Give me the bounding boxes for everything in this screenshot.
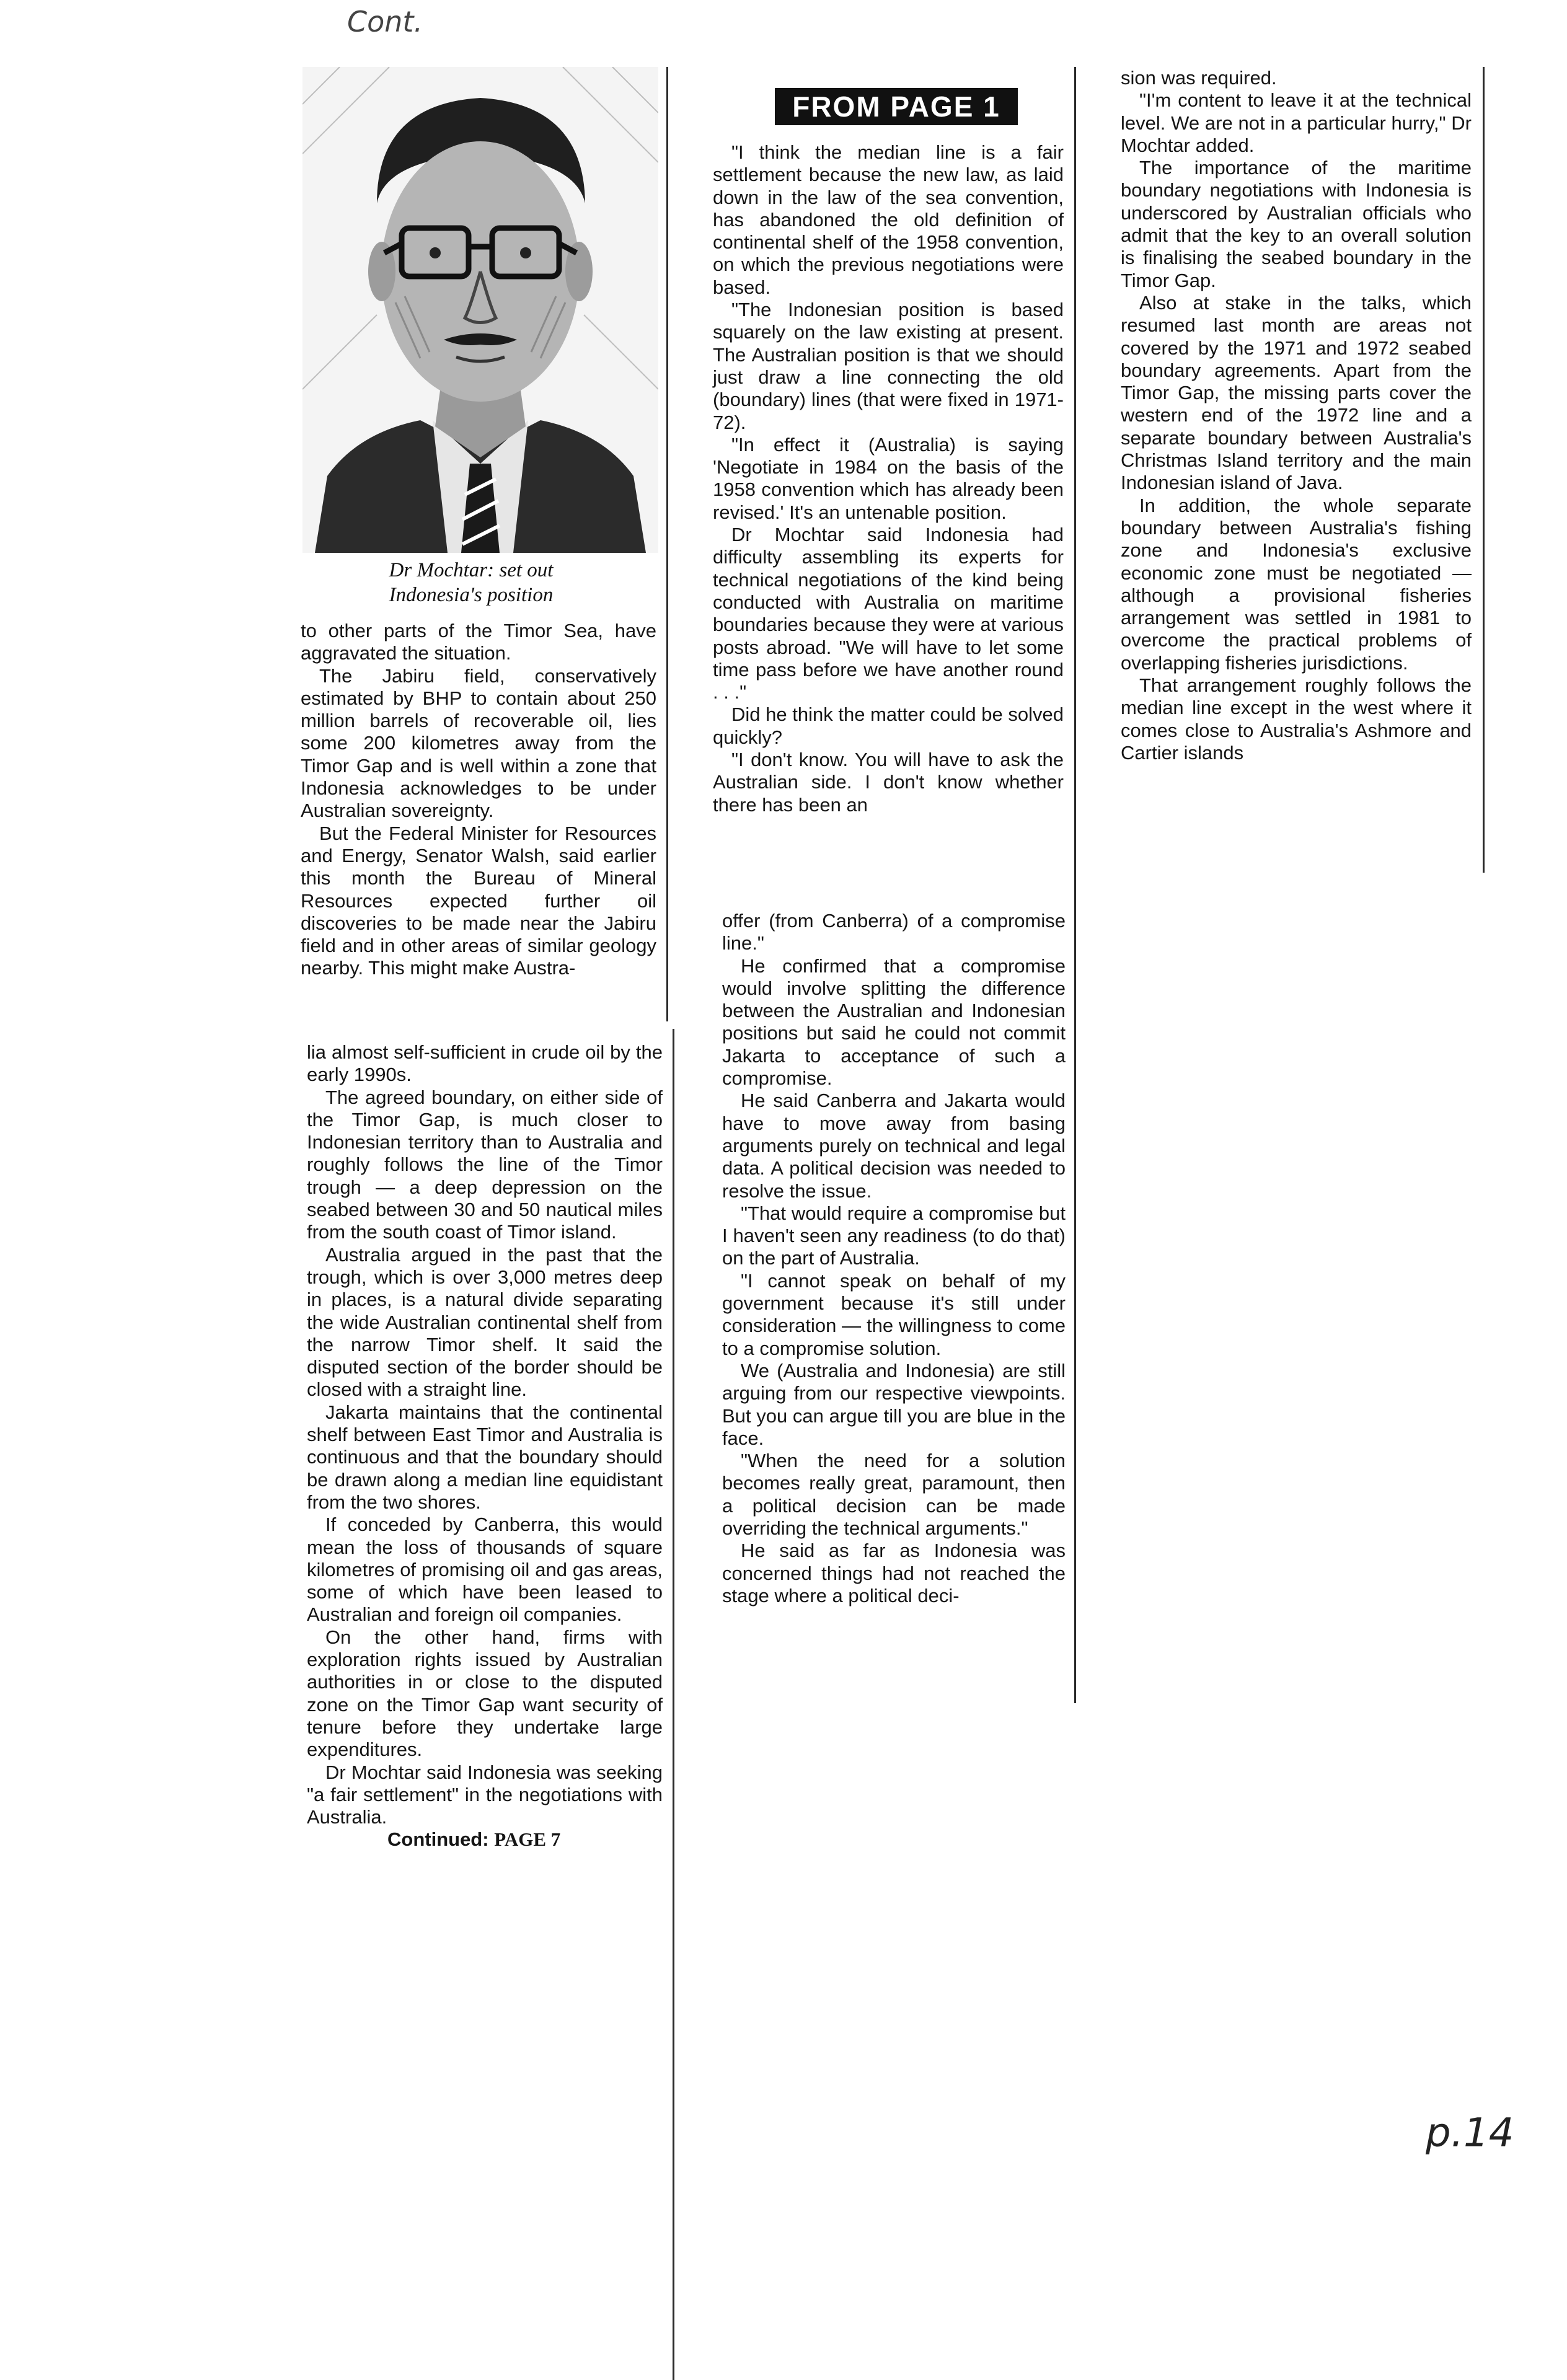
caption-line-2: Indonesia's position	[389, 584, 554, 606]
article-column-2-upper	[713, 141, 1064, 816]
column-rule-right	[1483, 67, 1485, 873]
paragraph: Also at stake in the talks, which resumed last month are areas not covered by the 1971 and 1972 seabed boundary agreements. Apart from the Timor Gap, the missing parts cover the western end of the 1972 line and a separate boundary between Australia's Christmas Island territory and the main Indonesian island of Java.	[1121, 291, 1472, 494]
paragraph: Dr Mochtar said Indonesia had difficulty assembling its experts for technical negotiations of the kind being conducted with Australia on maritime boundaries because they were at various posts abroad. "We will have to let some time pass before we have another round . . ."	[713, 524, 1064, 703]
paragraph: "I don't know. You will have to ask the Australian side. I don't know whether there has been an	[713, 749, 1064, 816]
caption-line-1: Dr Mochtar: set out	[389, 559, 554, 581]
paragraph: lia almost self-sufficient in crude oil by the early 1990s.	[307, 1041, 663, 1086]
paragraph: That arrangement roughly follows the median line except in the west where it comes close to Australia's Ashmore and Cartier islands	[1121, 674, 1472, 764]
paragraph: The Jabiru field, conservatively estimated by BHP to contain about 250 million barrels of recoverable oil, lies some 200 kilometres away from the Timor Gap and is well within a zone that Indonesia acknowledges to be under Australian sovereignty.	[301, 664, 656, 822]
paragraph: "That would require a compromise but I haven't seen any readiness (to do that) on the part of Australia.	[722, 1202, 1066, 1269]
article-column-1-lower	[307, 1041, 663, 1851]
column-rule-left	[666, 67, 668, 1021]
paragraph: "When the need for a solution becomes really great, paramount, then a political decision can be made overriding the technical arguments."	[722, 1450, 1066, 1540]
paragraph: He said as far as Indonesia was concerned things had not reached the stage where a political deci-	[722, 1540, 1066, 1606]
paragraph: offer (from Canberra) of a compromise line."	[722, 910, 1066, 954]
paragraph: The agreed boundary, on either side of the Timor Gap, is much closer to Indonesian territory than to Australia and roughly follows the line of the Timor trough — a deep depression on the seabed between 30 and 50 nautical miles from the south coast of Timor island.	[307, 1086, 663, 1243]
handwritten-page-number: p.14	[1426, 2110, 1514, 2156]
paragraph: The importance of the maritime boundary negotiations with Indonesia is underscored by Australian officials who admit that the key to an overall solution is finalising the seabed boundary in the Timor Gap.	[1121, 157, 1472, 291]
paragraph: "I think the median line is a fair settlement because the new law, as laid down in the law of the sea convention, has abandoned the old definition of continental shelf of the 1958 convention, on which the previous negotiations were based.	[713, 141, 1064, 298]
paragraph: "I'm content to leave it at the technical level. We are not in a particular hurry," Dr Mochtar added.	[1121, 89, 1472, 156]
paragraph: Did he think the matter could be solved quickly?	[713, 703, 1064, 748]
paragraph: On the other hand, firms with exploration rights issued by Australian authorities in or close to the disputed zone on the Timor Gap want security of tenure before they undertake large expenditures.	[307, 1626, 663, 1761]
photo-caption	[310, 558, 632, 607]
paragraph: Dr Mochtar said Indonesia was seeking "a fair settlement" in the negotiations with Australia.	[307, 1761, 663, 1828]
paragraph: He confirmed that a compromise would involve splitting the difference between the Australian and Indonesian positions but said he could not commit Jakarta to acceptance of such a compromise.	[722, 954, 1066, 1090]
paragraph: to other parts of the Timor Sea, have aggravated the situation.	[301, 620, 656, 664]
column-rule-left-lower	[673, 1029, 674, 2380]
paragraph: But the Federal Minister for Resources and Energy, Senator Walsh, said earlier this month the Bureau of Mineral Resources expected further oil discoveries to be made near the Jabiru field and in other areas of similar geology nearby. This might make Austra-	[301, 822, 656, 979]
paragraph: Australia argued in the past that the trough, which is over 3,000 metres deep in places, is a natural divide separating the wide Australian continental shelf from the narrow Timor shelf. It said the disputed section of the border should be closed with a straight line.	[307, 1243, 663, 1401]
paragraph: In addition, the whole separate boundary between Australia's fishing zone and Indonesia's exclusive economic zone must be negotiated — although a provisional fisheries arrangement was settled in 1981 to overcome the practical problems of overlapping fisheries jurisdictions.	[1121, 494, 1472, 674]
article-column-1-upper	[301, 620, 656, 980]
article-column-3	[1121, 67, 1472, 764]
paragraph: Jakarta maintains that the continental shelf between East Timor and Australia is continuous and that the boundary should be drawn along a median line equidistant from the two shores.	[307, 1401, 663, 1513]
column-rule-middle	[1074, 67, 1076, 1703]
paragraph: "The Indonesian position is based squarely on the law existing at present. The Australian position is that we should just draw a line connecting the old (boundary) lines (that were fixed in 1971-72).	[713, 299, 1064, 433]
paragraph: He said Canberra and Jakarta would have to move away from basing arguments purely on technical and legal data. A political decision was needed to resolve the issue.	[722, 1090, 1066, 1202]
article-column-2-lower	[722, 910, 1066, 1607]
continued-label: Continued:	[387, 1828, 489, 1851]
continued-line	[307, 1828, 663, 1851]
continued-page: PAGE 7	[494, 1828, 561, 1851]
handwritten-note-top: Cont.	[347, 5, 423, 38]
paragraph: "I cannot speak on behalf of my government because it's still under consideration — the willingness to come to a compromise solution.	[722, 1269, 1066, 1359]
paragraph: "In effect it (Australia) is saying 'Negotiate in 1984 on the basis of the 1958 convention which has already been revised.' It's an untenable position.	[713, 433, 1064, 523]
portrait-illustration	[302, 67, 658, 553]
from-page-banner: FROM PAGE 1	[775, 88, 1018, 125]
paragraph: We (Australia and Indonesia) are still arguing from our respective viewpoints. But you can argue till you are blue in the face.	[722, 1359, 1066, 1449]
paragraph: sion was required.	[1121, 67, 1277, 89]
paragraph: If conceded by Canberra, this would mean the loss of thousands of square kilometres of promising oil and gas areas, some of which have been leased to Australian and foreign oil companies.	[307, 1514, 663, 1626]
